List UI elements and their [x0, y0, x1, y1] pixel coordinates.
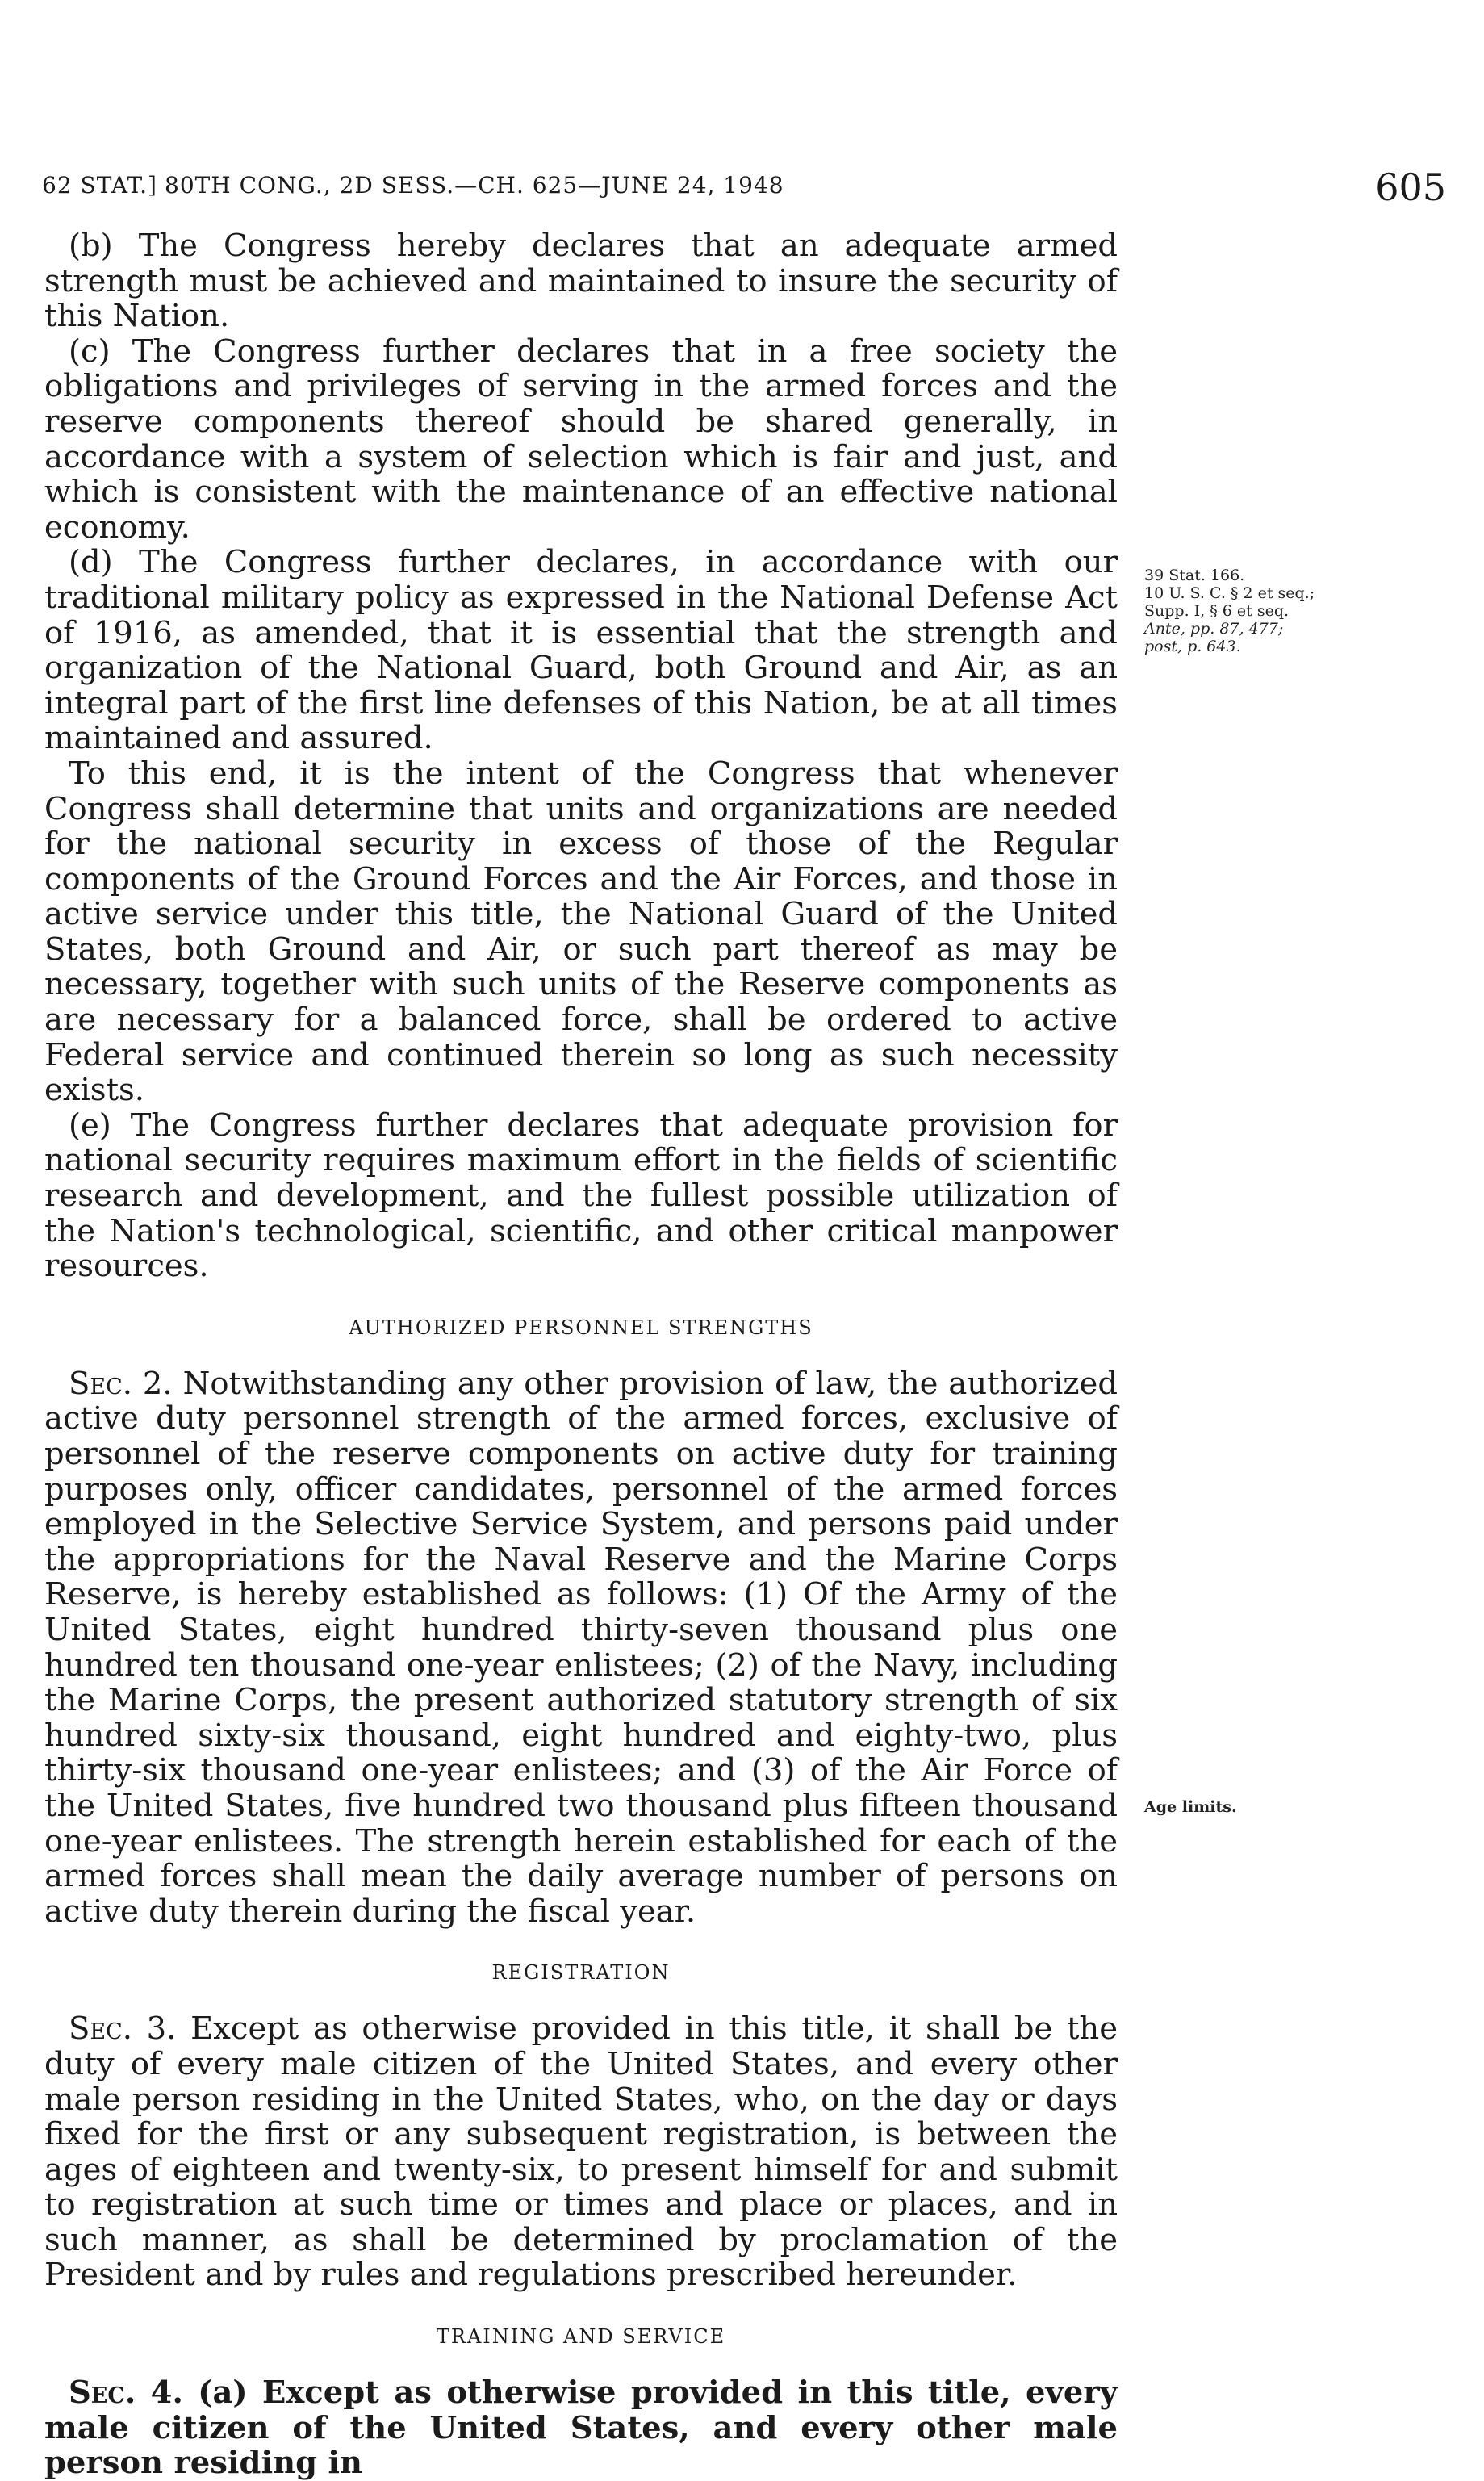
margin-note-citations [1144, 567, 1315, 655]
paragraph-c: (c) The Congress further declares that in a free society the obligations and privileges of serving in the armed forces and the reserve components thereof should be shared generally, in accordance with a system of selection which is fair and just, and which is consistent with the maintenance of an effective national economy. [44, 333, 1118, 546]
paragraph-to-this-end: To this end, it is the intent of the Congress that whenever Congress shall determine that units and organizations are needed for the national security in excess of those of the Regular components of the Ground Forces and the Air Forces, and those in active service under this title, the National Guard of the United States, both Ground and Air, or such part thereof as may be necessary, together with such units of the Reserve components as are necessary for a balanced force, shall be ordered to active Federal service and continued therein so long as such necessity exists. [44, 755, 1118, 1109]
section-heading-training: TRAINING AND SERVICE [436, 2325, 726, 2349]
section-2-paragraph [44, 1366, 1118, 1930]
paragraph-e: (e) The Congress further declares that adequate provision for national security requires maximum effort in the fields of scientific research and development, and the fullest possible utilization of the Nation's technological, scientific, and other critical manpower resources. [44, 1107, 1118, 1285]
section-2-text: Notwithstanding any other provision of law, the authorized active duty personnel strength of the armed forces, exclusive of personnel of the reserve components on active duty for training purposes only, officer candidates, personnel of the armed forces employed in the Selective Service System, and persons paid under the appropriations for the Naval Reserve and the Marine Corps Reserve, is hereby established as follows: (1) Of the Army of the United States, eight hundred thirty-seven thousand plus one hundred ten thousand one-year enlistees; (2) of the Navy, including the Marine Corps, the present authorized statutory strength of six hundred sixty-six thousand, eight hundred and eighty-two, plus thirty-six thousand one-year enlistees; and (3) of the Air Force of the United States, five hundred two thousand plus fifteen thousand one-year enlistees. The strength herein established for each of the armed forces shall mean the daily average number of persons on active duty therein during the fiscal year. [44, 1365, 1118, 1930]
section-4-label: Sec. 4. [69, 2374, 183, 2412]
section-2-label: Sec. 2. [69, 1365, 173, 1402]
statute-reference: 62 STAT.] [42, 172, 157, 199]
margin-note-line: post, p. 643. [1144, 638, 1241, 655]
section-3-text: Except as otherwise provided in this title, it shall be the duty of every male citizen of the United States, and every other male person residing in the United States, who, on the day or days fixed for the first or any subsequent registration, is between the ages of eighteen and twenty-six, to present himself for and submit to registration at such time or times and place or places, and in such manner, as shall be determined by proclamation of the President and by rules and regulations prescribed hereunder. [44, 2010, 1118, 2294]
section-4-paragraph [44, 2375, 1118, 2481]
page-number: 605 [1375, 165, 1446, 209]
section-3-label: Sec. 3. [69, 2010, 177, 2048]
section-3-paragraph [44, 2011, 1118, 2293]
paragraph-b: (b) The Congress hereby declares that an adequate armed strength must be achieved and maintained to insure the security of this Nation. [44, 228, 1118, 335]
paragraph-d: (d) The Congress further declares, in accordance with our traditional military policy as expressed in the National Defense Act of 1916, as amended, that it is essential that the strength and organization of the National Guard, both Ground and Air, as an integral part of the first line defenses of this Nation, be at all times maintained and assured. [44, 544, 1118, 757]
section-heading-authorized: AUTHORIZED PERSONNEL STRENGTHS [349, 1316, 813, 1339]
main-text-column [44, 228, 1118, 2481]
section-heading-registration: REGISTRATION [491, 1961, 671, 1985]
margin-note-age-limits: Age limits. [1144, 1798, 1237, 1816]
section-4-text: (a) Except as otherwise provided in this title, every male citizen of the United States, and every other male person residing in [44, 2374, 1118, 2481]
margin-note-line: Supp. I, § 6 et seq. [1144, 602, 1290, 620]
page-header [42, 165, 1446, 222]
margin-note-line: Ante, pp. 87, 477; [1144, 620, 1284, 638]
session-chapter-date: 80TH CONG., 2D SESS.—CH. 625—JUNE 24, 1948 [165, 172, 784, 199]
margin-note-line: 10 U. S. C. § 2 et seq.; [1144, 584, 1315, 602]
margin-note-line: 39 Stat. 166. [1144, 567, 1245, 584]
